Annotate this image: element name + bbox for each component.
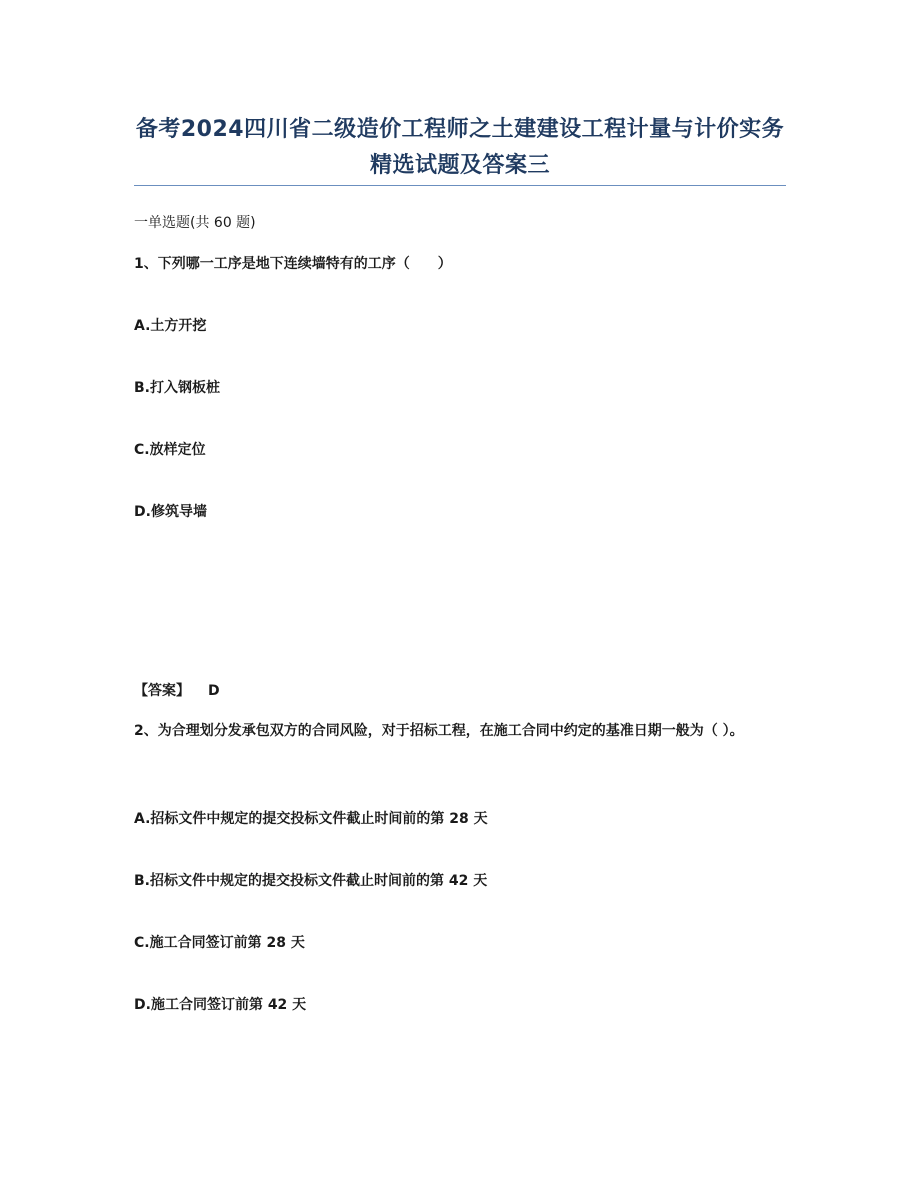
question-1-option-b: B.打入钢板桩 [134,380,220,396]
question-2-option-d: D.施工合同签订前第 42 天 [134,997,307,1013]
question-2-option-b: B.招标文件中规定的提交投标文件截止时间前的第 42 天 [134,873,488,889]
answer-label: 【答案】 [134,683,190,699]
section-heading: 一单选题(共 60 题) [134,215,256,231]
answer-value: D [208,683,220,699]
question-1-text: 1、下列哪一工序是地下连续墙特有的工序（ ） [134,256,452,272]
question-2-option-c: C.施工合同签订前第 28 天 [134,935,305,951]
title-divider [134,185,786,186]
document-title: 备考2024四川省二级造价工程师之土建建设工程计量与计价实务精选试题及答案三 [135,117,785,178]
question-1-option-c: C.放样定位 [134,442,206,458]
question-1-option-d: D.修筑导墙 [134,504,207,520]
question-1-option-a: A.土方开挖 [134,318,207,334]
question-2-option-a: A.招标文件中规定的提交投标文件截止时间前的第 28 天 [134,811,488,827]
question-2-text: 2、为合理划分发承包双方的合同风险，对于招标工程，在施工合同中约定的基准日期一般为（ ）。 [134,723,744,739]
question-1-answer [134,681,220,701]
